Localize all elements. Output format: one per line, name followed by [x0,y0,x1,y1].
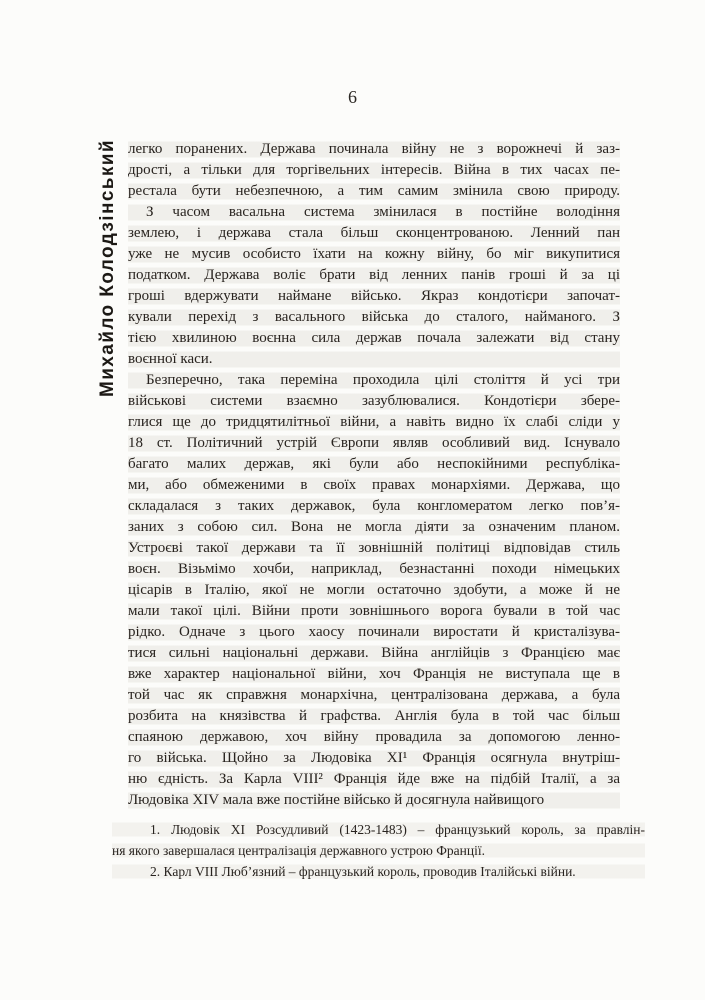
body-line: Людовіка XIV мала вже постійне військо й досягнула найвищого [128,790,620,811]
body-line: податком. Держава воліє брати від ленних панів гроші й за ці [128,265,620,286]
body-line: цісарів в Італію, якої не могли остаточно здобути, а може й не [128,580,620,601]
body-line: уже не мусив особисто їхати на кожну війну, бо міг викупитися [128,244,620,265]
body-line: воєн. Візьмімо хочби, наприклад, безнастанні походи німецьких [128,559,620,580]
body-line: 18 ст. Політичний устрій Європи являв особливий вид. Існувало [128,433,620,454]
body-line: тією хвилиною воєнна сила держав почала залежати від стану [128,328,620,349]
body-line: тися сильні національні держави. Війна англійців з Францією має [128,643,620,664]
body-line: складалася з таких державок, була конгломератом легко пов’я- [128,496,620,517]
body-line: Устроєві такої держави та її зовнішній політиці відповідав стиль [128,538,620,559]
body-line: розбита на князівства й графства. Англія була в той час більш [128,706,620,727]
body-line: рідко. Одначе з цього хаосу починали виростати й кристалізува- [128,622,620,643]
body-line: кували перехід з васального війська до сталого, найманого. З [128,307,620,328]
body-line: землею, і держава стала більш сконцентрованою. Ленний пан [128,223,620,244]
body-line: дрості, а тільки для торгівельних інтересів. Війна в тих часах пе- [128,160,620,181]
body-line: воєнної каси. [128,349,620,370]
body-line: Безперечно, така переміна проходила цілі століття й усі три [128,370,620,391]
body-line: го війська. Щойно за Людовіка XI¹ Франція осягнула внутріш- [128,748,620,769]
body-line: мали такої цілі. Війни проти зовнішнього ворога бували в той час [128,601,620,622]
footnotes [112,819,645,882]
footnote-line: 1. Людовік XI Розсудливий (1423-1483) – французький король, за правлін- [112,819,645,840]
body-line: гроші вдержувати наймане військо. Якраз кондотієри започат- [128,286,620,307]
body-line: багато малих держав, які були або неспокійними республіка- [128,454,620,475]
body-line: вже характер національної війни, хоч Франція не виступала ще в [128,664,620,685]
footnote-line: 2. Карл VIII Люб’язний – французький король, проводив Італійські війни. [112,861,645,882]
body-line: рестала бути небезпечною, а тим самим змінила свою природу. [128,181,620,202]
body-line: легко поранених. Держава починала війну не з ворожнечі й заз- [128,139,620,160]
body-line: спаяною державою, хоч війну провадила за допомогою ленно- [128,727,620,748]
footnote-line: ня якого завершалася централізація державного устрою Франції. [112,840,645,861]
body-line: ми, або обмеженими в своїх правах монархіями. Держава, що [128,475,620,496]
body-line: військові системи взаємно зазублювалися. Кондотієри збере- [128,391,620,412]
page-number: 6 [348,87,357,107]
body-line: глися ще до тридцятилітньої війни, а навіть видно їх слабі сліди у [128,412,620,433]
author-name-vertical: Михайло Колодзінський [97,139,118,397]
body-text [128,139,620,811]
body-line: ню єдність. За Карла VIII² Франція йде вже на підбій Італії, а за [128,769,620,790]
body-line: той час як справжня монархічна, централізована держава, а була [128,685,620,706]
body-line: З часом васальна система змінилася в постійне володіння [128,202,620,223]
body-line: заних з собою сил. Вона не могла діяти за означеним планом. [128,517,620,538]
